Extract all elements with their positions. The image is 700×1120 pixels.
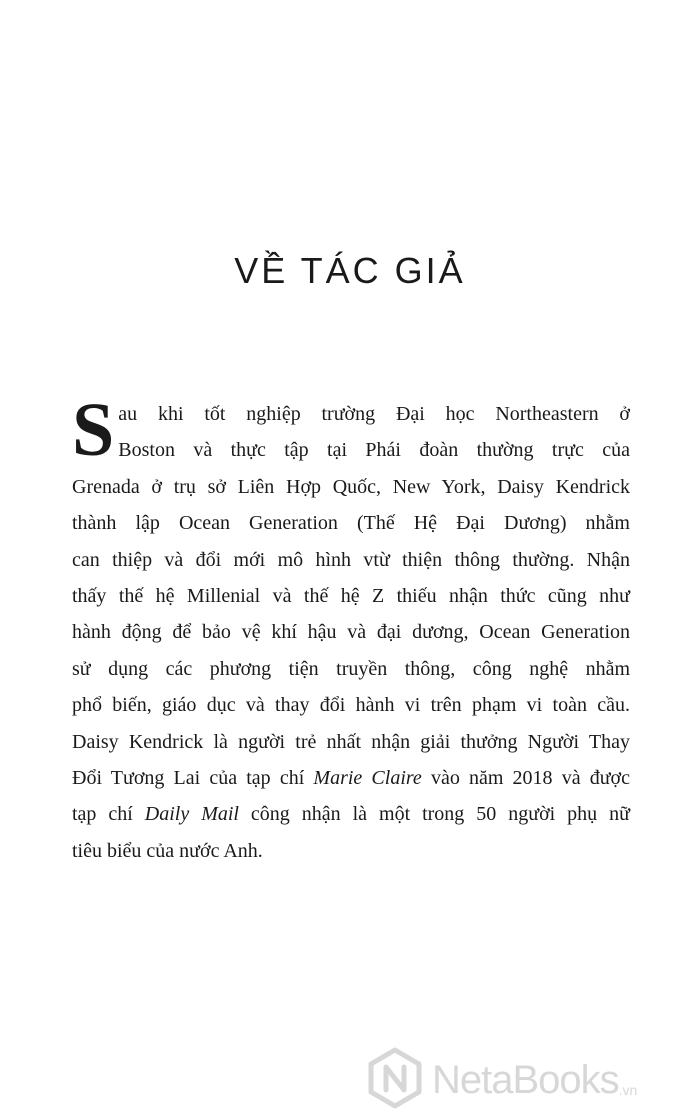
- bio-line-9: phổ biến, giáo dục và thay đổi hành vi trên phạm vi toàn cầu.: [72, 694, 630, 717]
- page-title: VỀ TÁC GIẢ: [234, 250, 466, 291]
- bio-text: Đổi Tương Lai của tạp chí: [72, 767, 314, 790]
- bio-line-13: tiêu biểu của nước Anh.: [72, 839, 263, 862]
- bio-line-3: Grenada ở trụ sở Liên Hợp Quốc, New York, Daisy Kendrick: [72, 475, 630, 498]
- bio-text: vào năm 2018 và được: [421, 767, 631, 790]
- author-bio: [72, 388, 631, 869]
- bio-line-6: thấy thế hệ Millenial và thế hệ Z thiếu nhận thức cũng như: [72, 585, 630, 608]
- watermark-suffix: .vn: [618, 1082, 638, 1098]
- bio-line-7: hành động để bảo vệ khí hậu và đại dương, Ocean Generation: [72, 621, 630, 644]
- bio-line-11: [72, 760, 630, 796]
- magazine-title: Marie Claire: [313, 767, 422, 790]
- bio-line-12: [72, 796, 630, 832]
- netabooks-logo-icon: [364, 1047, 426, 1114]
- drop-cap: S: [72, 388, 115, 472]
- bio-line-10: Daisy Kendrick là người trẻ nhất nhận giải thưởng Người Thay: [72, 730, 630, 753]
- bio-line-1: au khi tốt nghiệp trường Đại học Northeastern ở: [118, 403, 630, 425]
- bio-text: công nhận là một trong 50 người phụ nữ: [238, 803, 630, 826]
- watermark: [364, 1044, 637, 1116]
- bio-line-2: Boston và thực tập tại Phái đoàn thường trực của: [118, 439, 630, 462]
- bio-line-4: thành lập Ocean Generation (Thế Hệ Đại Dương) nhằm: [72, 512, 630, 535]
- watermark-brand: NetaBooks: [432, 1057, 619, 1102]
- bio-line-5: can thiệp và đổi mới mô hình vtừ thiện thông thường. Nhận: [72, 548, 630, 571]
- bio-text: tạp chí: [72, 803, 145, 826]
- newspaper-title: Daily Mail: [144, 803, 239, 826]
- bio-line-8: sử dụng các phương tiện truyền thông, công nghệ nhằm: [72, 657, 630, 680]
